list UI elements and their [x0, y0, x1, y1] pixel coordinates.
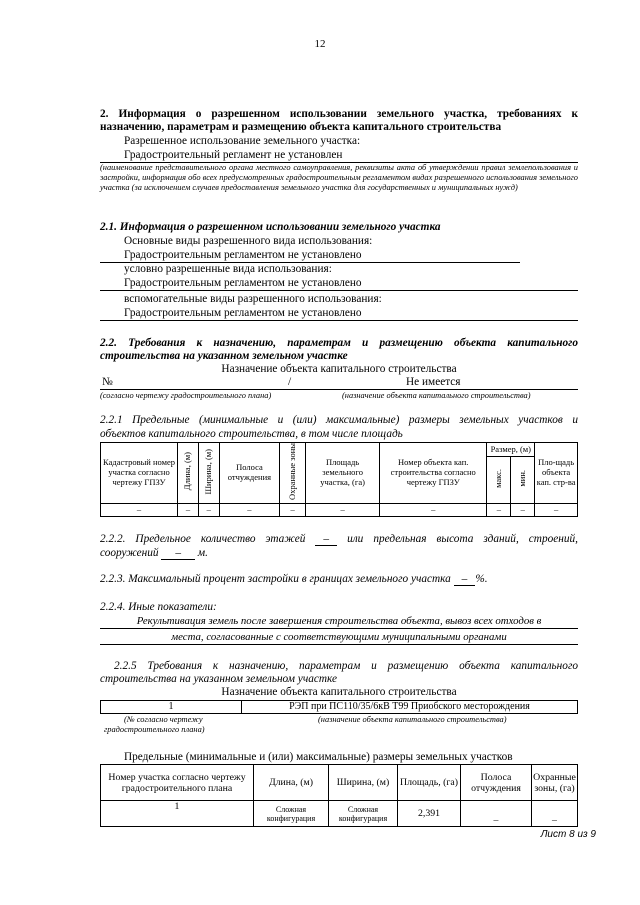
floors-value: –: [315, 533, 337, 546]
cell-plot-number: 1: [101, 801, 254, 827]
section-2-2-5-title-line1: 2.2.5 Требования к назначению, параметрам и размещению объекта капитального: [114, 660, 578, 672]
header-strip: Полоса отчуждения: [219, 443, 279, 504]
permitted-use-value: Градостроительный регламент не установлен: [100, 149, 578, 163]
main-use-label: Основные виды разрешенного вида использования:: [124, 235, 373, 247]
section-2-2-3: 2.2.3. Максимальный процент застройки в границах земельного участка – %.: [100, 573, 488, 585]
conditional-use-value: Градостроительным регламентом не установлено: [100, 277, 578, 291]
section-2-2-2-line1: 2.2.2. Предельное количество этажей – или предельная высота зданий, строений,: [100, 533, 578, 545]
slash-mark: /: [288, 376, 292, 388]
main-use-value: Градостроительным регламентом не установлено: [100, 249, 520, 263]
purpose-heading: Назначение объекта капитального строительства: [221, 363, 457, 375]
table-cell: –: [178, 503, 199, 516]
auxiliary-use-label: вспомогательные виды разрешенного использования:: [124, 293, 382, 305]
header-object-number: Номер объекта кап. строительства согласно чертежу ГПЗУ: [380, 443, 487, 504]
section-2-2-title-line1: 2.2. Требования к назначению, параметрам и размещению объекта капитального: [100, 337, 578, 349]
cell-length: Сложная конфигурация: [254, 801, 329, 827]
header-length: Длина, (м): [178, 443, 199, 504]
table-cell: –: [198, 503, 219, 516]
header-protect-zones-2: Охранные зоны, (га): [532, 765, 578, 801]
purpose-line: [100, 376, 578, 390]
header-plot-number: Номер участка согласно чертежу градостроительного плана: [101, 765, 254, 801]
cell-strip: –: [461, 801, 532, 827]
table-cell: –: [101, 503, 178, 516]
header-protect-zones: Охранные зоны: [280, 443, 306, 504]
build-percent-value: –: [454, 573, 476, 586]
table-cell: –: [511, 503, 535, 516]
height-value: –: [161, 547, 195, 560]
header-strip-2: Полоса отчуждения: [461, 765, 532, 801]
sizes-title: Предельные (минимальные и (или) максимальные) размеры земельных участков: [124, 751, 513, 763]
section-2-2-4-title: 2.2.4. Иные показатели:: [100, 601, 217, 613]
table-cell: –: [219, 503, 279, 516]
table-cell: –: [487, 503, 511, 516]
auxiliary-use-value: Градостроительным регламентом не установлено: [100, 307, 578, 321]
purpose-table: [100, 700, 578, 714]
caption-plan-number-2-line1: (№ согласно чертежу: [124, 715, 203, 724]
purpose-value: Не имеется: [406, 376, 461, 388]
table-cell: –: [280, 503, 306, 516]
section-2-title-line2: назначению, параметрам и размещению объекта капитального строительства: [100, 121, 502, 133]
header-build-area: Пло-щадь объекта кап. стр-ва: [535, 443, 578, 504]
header-max: макс.: [487, 457, 511, 503]
section-2-2-2-line2: сооружений – м.: [100, 547, 208, 559]
header-area-2: Площадь, (га): [398, 765, 461, 801]
header-length-2: Длина, (м): [254, 765, 329, 801]
cell-protect-zones: –: [532, 801, 578, 827]
cell-area: 2,391: [398, 801, 461, 827]
header-area: Площадь земельного участка, (га): [306, 443, 380, 504]
section-2-2-title-line2: строительства на указанном земельном участке: [100, 350, 348, 362]
caption-object-purpose: (назначение объекта капитального строительства): [342, 391, 531, 400]
plot-sizes-table: [100, 442, 578, 517]
conditional-use-label: условно разрешенные вида использования:: [124, 263, 332, 275]
sheet-counter: Лист 8 из 9: [540, 829, 596, 840]
header-width: Ширина, (м): [198, 443, 219, 504]
section-2-2-1-title-line2: объектов капитального строительства, в том числе площадь: [100, 428, 403, 440]
other-indicators-line2: места, согласованные с соответствующими муниципальными органами: [100, 631, 578, 645]
table-cell: –: [535, 503, 578, 516]
caption-object-purpose-2: (назначение объекта капитального строительства): [318, 715, 507, 724]
permitted-use-note: (наименование представительного органа местного самоуправления, реквизиты акта об утверждении правил землепользования и застройки, информация обо всех предусмотренных градостроительным регламентом видах разрешенного использования земельного участка (за исключением случаев предоставления земельного участка для государственных и муниципальных нужд): [100, 163, 578, 193]
number-sign: №: [102, 376, 113, 388]
header-min: мин.: [511, 457, 535, 503]
table-cell: –: [380, 503, 487, 516]
plot-dimensions-table: [100, 764, 578, 827]
header-width-2: Ширина, (м): [329, 765, 398, 801]
object-number: 1: [101, 701, 242, 714]
object-purpose-value: РЭП при ПС110/35/6кВ Т99 Приобского месторождения: [242, 701, 578, 714]
section-2-2-1-title-line1: 2.2.1 Предельные (минимальные и (или) максимальные) размеры земельных участков и: [100, 414, 578, 426]
other-indicators-line1: Рекультивация земель после завершения строительства объекта, вывоз всех отходов в: [100, 615, 578, 629]
header-cadastral: Кадастровый номер участка согласно чертежу ГПЗУ: [101, 443, 178, 504]
section-2-2-5-title-line2: строительства на указанном земельном участке: [100, 673, 338, 685]
page-number: 12: [314, 38, 326, 50]
caption-plan-number: (согласно чертежу градостроительного плана): [100, 391, 272, 400]
table-cell: –: [306, 503, 380, 516]
section-2-1-title: 2.1. Информация о разрешенном использовании земельного участка: [100, 221, 441, 233]
section-2-title-line1: 2. Информация о разрешенном использовании земельного участка, требованиях к: [100, 108, 578, 120]
header-size: Размер, (м): [487, 443, 535, 457]
caption-plan-number-2-line2: градостроительного плана): [104, 725, 205, 734]
cell-width: Сложная конфигурация: [329, 801, 398, 827]
purpose-heading-2: Назначение объекта капитального строительства: [221, 686, 457, 698]
permitted-use-label: Разрешенное использование земельного участка:: [124, 135, 361, 147]
